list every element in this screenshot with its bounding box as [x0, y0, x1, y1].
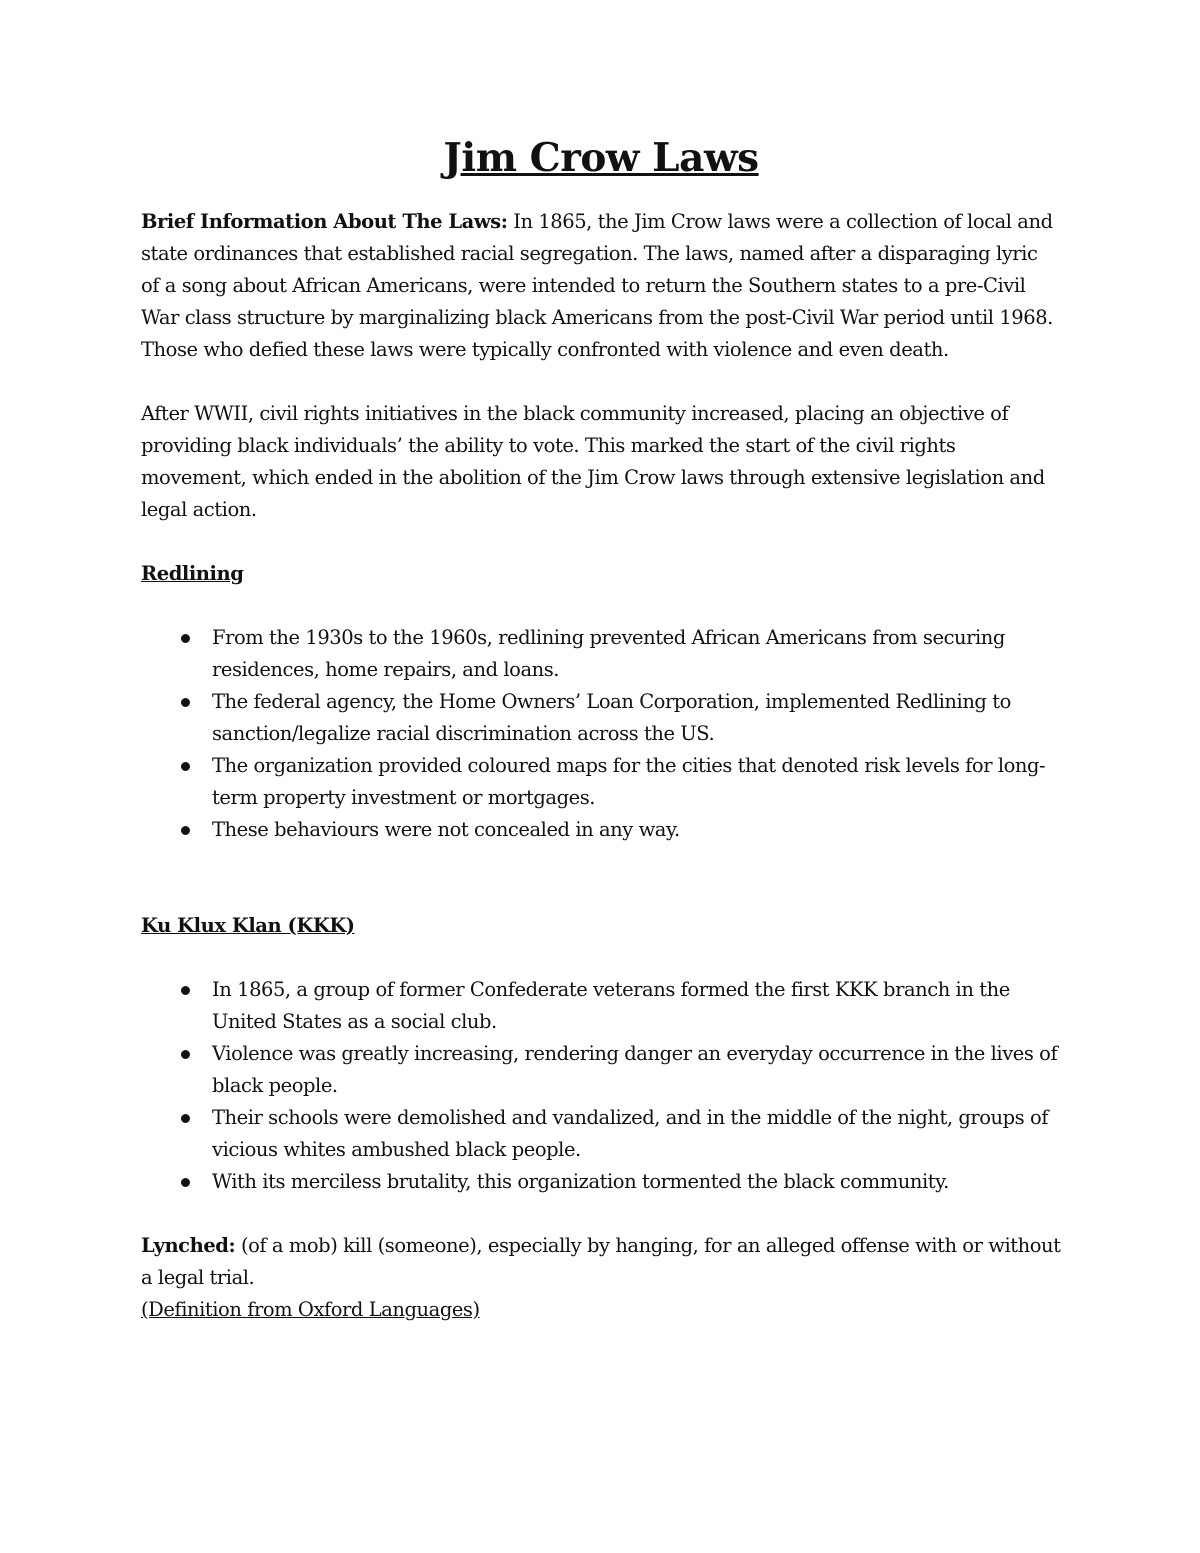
list-item-text: The federal agency, the Home Owners’ Loan Corporation, implemented Redlining to sanction/legalize racial discrimination across the US.	[212, 690, 1011, 745]
list-item	[141, 814, 1061, 846]
list-item-text: Their schools were demolished and vandalized, and in the middle of the night, groups of vicious whites ambushed black people.	[212, 1106, 1049, 1161]
list-item	[141, 750, 1061, 814]
definition-source-link[interactable]: (Definition from Oxford Languages)	[141, 1298, 480, 1321]
bullet-icon	[181, 762, 190, 771]
list-item-text: From the 1930s to the 1960s, redlining prevented African Americans from securing residences, home repairs, and loans.	[212, 626, 1005, 681]
list-item-text: Violence was greatly increasing, rendering danger an everyday occurrence in the lives of black people.	[212, 1042, 1058, 1097]
list-item-text: With its merciless brutality, this organization tormented the black community.	[212, 1170, 949, 1193]
after-wwii-paragraph: After WWII, civil rights initiatives in the black community increased, placing an objective of providing black individuals’ the ability to vote. This marked the start of the civil rights movement, which ended in the abolition of the Jim Crow laws through extensive legislation and legal action.	[141, 402, 1045, 521]
bullet-icon	[181, 634, 190, 643]
spacer	[141, 1198, 1061, 1230]
list-item-text: The organization provided coloured maps for the cities that denoted risk levels for long-term property investment or mortgages.	[212, 754, 1046, 809]
bullet-icon	[181, 826, 190, 835]
bullet-icon	[181, 1114, 190, 1123]
list-item-text: These behaviours were not concealed in any way.	[212, 818, 680, 841]
spacer	[141, 846, 1061, 910]
redlining-heading: Redlining	[141, 562, 244, 585]
definition-text: (of a mob) kill (someone), especially by hanging, for an alleged offense with or without a legal trial.	[141, 1234, 1061, 1289]
document-title: Jim Crow Laws	[443, 135, 759, 181]
definition-label: Lynched:	[141, 1234, 236, 1257]
spacer	[141, 526, 1061, 558]
kkk-heading: Ku Klux Klan (KKK)	[141, 914, 355, 937]
bullet-icon	[181, 698, 190, 707]
intro-paragraph	[141, 206, 1061, 366]
bullet-icon	[181, 1178, 190, 1187]
bullet-icon	[181, 986, 190, 995]
document-page	[141, 135, 1061, 1326]
bullet-icon	[181, 1050, 190, 1059]
spacer	[141, 942, 1061, 974]
list-item	[141, 686, 1061, 750]
definition-source-line	[141, 1294, 1061, 1326]
intro-label: Brief Information About The Laws:	[141, 210, 508, 233]
definition-paragraph	[141, 1230, 1061, 1294]
list-item	[141, 1166, 1061, 1198]
kkk-list	[141, 974, 1061, 1198]
list-item	[141, 622, 1061, 686]
list-item	[141, 1102, 1061, 1166]
intro-text: In 1865, the Jim Crow laws were a collection of local and state ordinances that established racial segregation. The laws, named after a disparaging lyric of a song about African Americans, were intended to return the Southern states to a pre-Civil War class structure by marginalizing black Americans from the post-Civil War period until 1968. Those who defied these laws were typically confronted with violence and even death.	[141, 210, 1053, 361]
spacer	[141, 590, 1061, 622]
list-item	[141, 974, 1061, 1038]
list-item	[141, 1038, 1061, 1102]
list-item-text: In 1865, a group of former Confederate veterans formed the first KKK branch in the United States as a social club.	[212, 978, 1010, 1033]
spacer	[141, 366, 1061, 398]
redlining-list	[141, 622, 1061, 846]
